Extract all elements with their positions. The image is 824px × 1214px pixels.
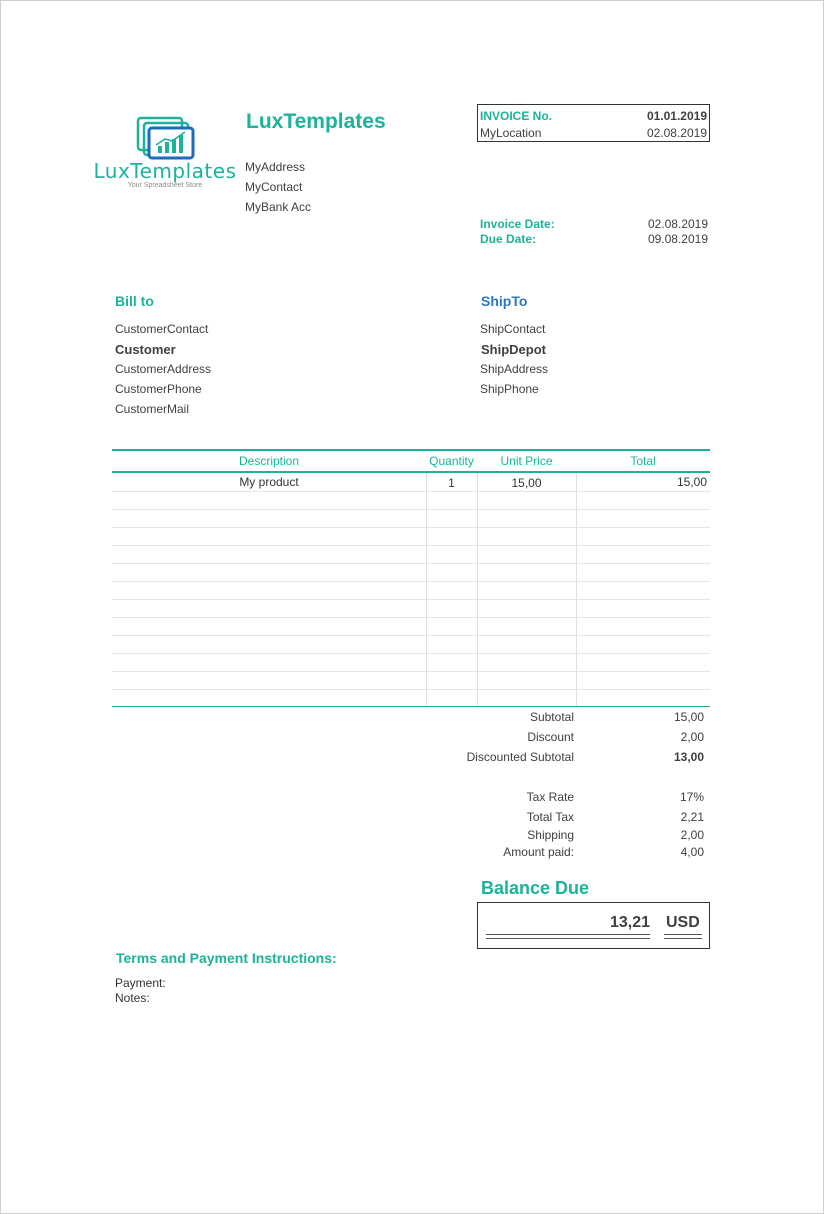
- bill-to-name: Customer: [115, 342, 176, 357]
- company-name: LuxTemplates: [246, 110, 386, 133]
- discounted-subtotal-label: Discounted Subtotal: [466, 750, 574, 764]
- discount-row: [440, 730, 708, 748]
- table-top-rule: [112, 449, 710, 451]
- company-contact: MyContact: [245, 180, 303, 194]
- discounted-subtotal-value: 13,00: [673, 750, 704, 764]
- company-logo: [92, 112, 238, 194]
- table-bottom-rule: [112, 706, 710, 707]
- item-total: 15,00: [676, 475, 707, 489]
- discount-value: 2,00: [680, 730, 704, 744]
- invoice-location-label: MyLocation: [480, 126, 542, 140]
- invoice-number-row: [480, 109, 707, 125]
- shipping-row: [440, 828, 708, 846]
- terms-notes: Notes:: [115, 991, 150, 1005]
- bill-to-heading: Bill to: [115, 293, 154, 309]
- company-bank: MyBank Acc: [245, 200, 312, 214]
- item-unit-price: 15,00: [511, 476, 542, 490]
- double-underline: [486, 934, 650, 939]
- header-total: Total: [630, 454, 656, 468]
- due-date-label: Due Date:: [480, 232, 537, 246]
- row-divider: [112, 653, 710, 654]
- row-divider: [112, 635, 710, 636]
- amount-paid-label: Amount paid:: [503, 845, 574, 859]
- terms-payment: Payment:: [115, 976, 166, 990]
- invoice-date-value: 02.08.2019: [647, 217, 708, 231]
- bill-to-mail: CustomerMail: [115, 402, 190, 416]
- balance-due-currency: USD: [666, 914, 700, 931]
- row-divider: [112, 491, 710, 492]
- amount-paid-row: [440, 845, 708, 863]
- bill-to-phone: CustomerPhone: [115, 382, 202, 396]
- amount-paid-value: 4,00: [680, 845, 704, 859]
- ship-to-address: ShipAddress: [480, 362, 549, 376]
- header-quantity: Quantity: [429, 454, 474, 468]
- row-divider: [112, 689, 710, 690]
- total-tax-row: [440, 810, 708, 828]
- table-header-rule: [112, 471, 710, 473]
- total-tax-value: 2,21: [680, 810, 704, 824]
- row-divider: [112, 617, 710, 618]
- header-description: Description: [238, 454, 300, 468]
- row-divider: [112, 581, 710, 582]
- bill-to-contact: CustomerContact: [115, 322, 209, 336]
- invoice-number-label: INVOICE No.: [480, 109, 553, 123]
- items-table: [112, 449, 710, 708]
- discount-label: Discount: [527, 730, 574, 744]
- bill-to-address: CustomerAddress: [115, 362, 212, 376]
- ship-to-contact: ShipContact: [480, 322, 546, 336]
- terms-title: Terms and Payment Instructions:: [116, 950, 337, 966]
- ship-to-name: ShipDepot: [481, 342, 546, 357]
- balance-due-box: [477, 902, 710, 949]
- logo-tagline: Your Spreadsheet Store: [127, 182, 203, 189]
- row-divider: [112, 599, 710, 600]
- invoice-number-box: [477, 104, 710, 142]
- invoice-number-value: 01.01.2019: [646, 109, 707, 123]
- ship-to-heading: ShipTo: [481, 293, 528, 309]
- subtotal-value: 15,00: [673, 710, 704, 724]
- subtotal-label: Subtotal: [529, 710, 574, 724]
- balance-due-title: Balance Due: [481, 878, 590, 898]
- row-divider: [112, 509, 710, 510]
- ship-to-phone: ShipPhone: [480, 382, 539, 396]
- tax-rate-row: [440, 790, 708, 808]
- due-date-value: 09.08.2019: [647, 232, 708, 246]
- row-divider: [112, 563, 710, 564]
- logo-wordmark: LuxTemplates: [93, 159, 237, 183]
- item-description: My product: [239, 475, 299, 489]
- shipping-label: Shipping: [527, 828, 574, 842]
- chart-icon: [92, 112, 238, 160]
- discounted-subtotal-row: [440, 750, 708, 768]
- invoice-location-value: 02.08.2019: [646, 126, 707, 140]
- tax-rate-value: 17%: [679, 790, 704, 804]
- row-divider: [112, 545, 710, 546]
- row-divider: [112, 527, 710, 528]
- invoice-date-label: Invoice Date:: [480, 217, 555, 231]
- company-address: MyAddress: [245, 160, 306, 174]
- tax-rate-label: Tax Rate: [526, 790, 574, 804]
- balance-due-amount: 13,21: [609, 914, 650, 931]
- total-tax-label: Total Tax: [526, 810, 574, 824]
- header-unit-price: Unit Price: [500, 454, 553, 468]
- shipping-value: 2,00: [680, 828, 704, 842]
- item-quantity: 1: [448, 476, 455, 490]
- row-divider: [112, 671, 710, 672]
- invoice-location-row: [480, 126, 707, 142]
- double-underline: [664, 934, 702, 939]
- subtotal-row: [440, 710, 708, 728]
